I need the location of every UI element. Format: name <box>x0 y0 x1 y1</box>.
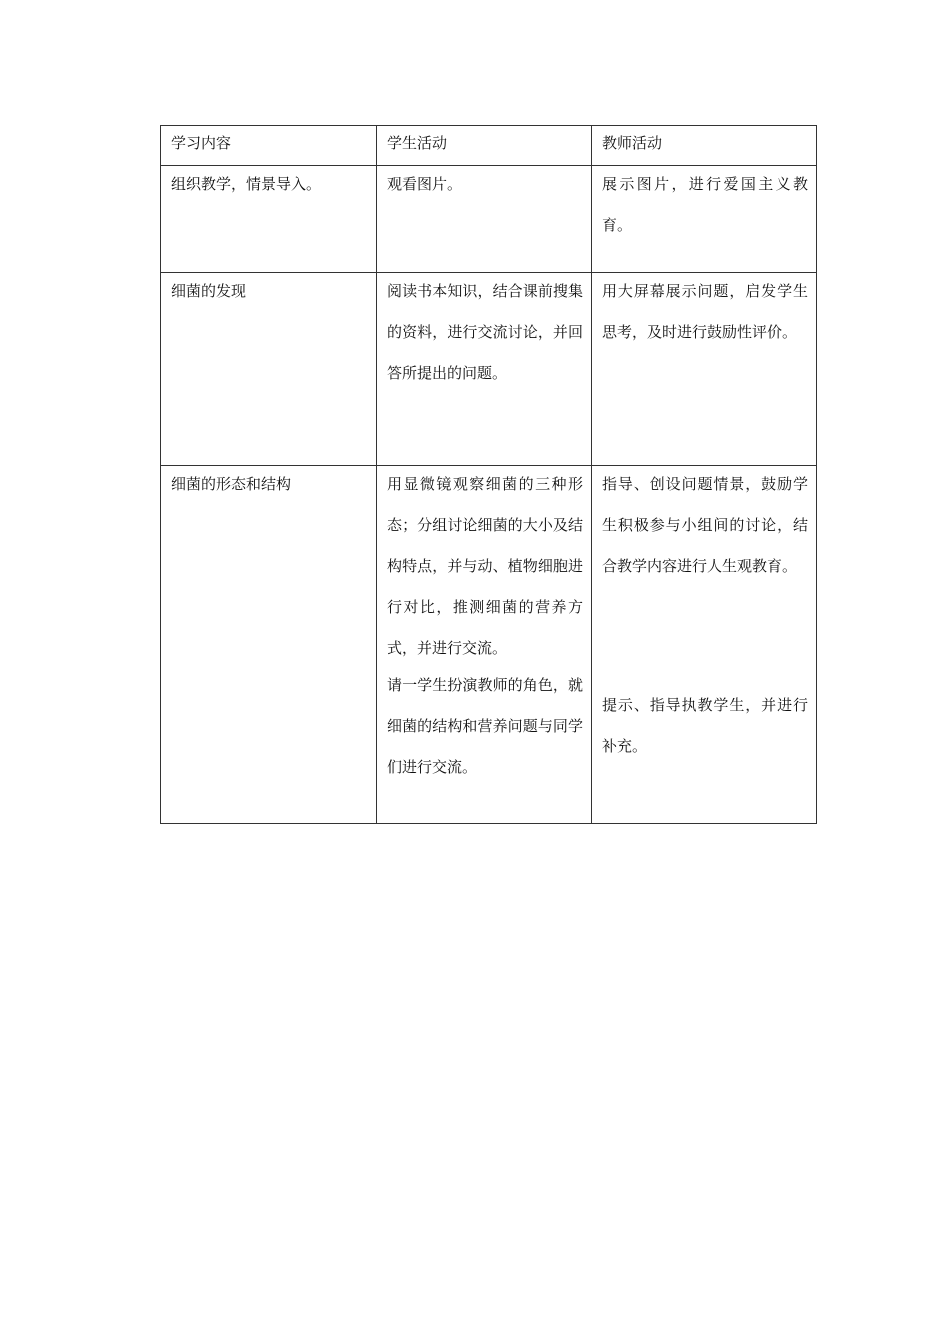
student-activity-text: 用显微镜观察细菌的三种形态；分组讨论细菌的大小及结构特点，并与动、植物细胞进行对比，推测细菌的营养方式，并进行交流。 <box>387 475 583 657</box>
student-activity-text: 阅读书本知识，结合课前搜集的资料，进行交流讨论，并回答所提出的问题。 <box>387 282 583 382</box>
teacher-activity-text: 指导、创设问题情景，鼓励学生积极参与小组间的讨论，结合教学内容进行人生观教育。 <box>602 475 808 575</box>
lesson-plan-table <box>160 125 817 824</box>
header-cell-content <box>161 126 377 166</box>
student-activity-cell <box>377 273 592 466</box>
table-row <box>161 466 817 824</box>
content-text: 组织教学，情景导入。 <box>171 175 322 193</box>
header-label: 学生活动 <box>387 134 448 152</box>
table-row <box>161 166 817 273</box>
student-activity-text: 观看图片。 <box>387 175 463 193</box>
header-cell-teacher <box>592 126 817 166</box>
paragraph-spacer <box>602 587 808 689</box>
student-activity-cell <box>377 166 592 273</box>
content-text: 细菌的发现 <box>171 282 247 300</box>
header-label: 教师活动 <box>602 134 663 152</box>
teacher-activity-cell <box>592 466 817 824</box>
teacher-activity-text: 展示图片，进行爱国主义教育。 <box>602 175 808 234</box>
teacher-activity-cell <box>592 273 817 466</box>
teacher-activity-cell <box>592 166 817 273</box>
header-label: 学习内容 <box>171 134 232 152</box>
table-row <box>161 273 817 466</box>
student-activity-cell <box>377 466 592 824</box>
content-text: 细菌的形态和结构 <box>171 475 292 493</box>
teacher-activity-text-2: 提示、指导执教学生，并进行补充。 <box>602 696 808 755</box>
content-cell <box>161 166 377 273</box>
student-activity-text-2: 请一学生扮演教师的角色，就细菌的结构和营养问题与同学们进行交流。 <box>387 676 583 776</box>
content-cell <box>161 466 377 824</box>
teacher-activity-text: 用大屏幕展示问题，启发学生思考，及时进行鼓励性评价。 <box>602 282 808 341</box>
table-header-row <box>161 126 817 166</box>
content-cell <box>161 273 377 466</box>
header-cell-student <box>377 126 592 166</box>
